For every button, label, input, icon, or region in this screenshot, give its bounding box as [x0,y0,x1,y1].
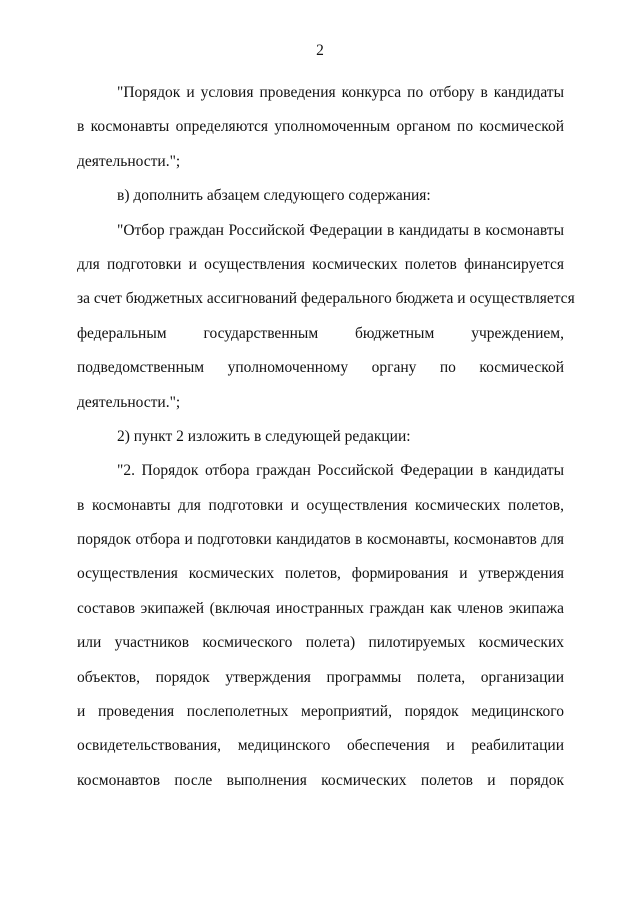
text-line: "Отбор граждан Российской Федерации в кандидаты в космонавты [117,221,564,239]
text-line: порядок отбора и подготовки кандидатов в космонавты, космонавтов для [77,531,564,549]
text-line: за счет бюджетных ассигнований федерального бюджета и осуществляется [77,290,575,308]
text-line: подведомственным уполномоченному органу по космической [77,359,564,377]
text-line: деятельности."; [77,152,181,170]
text-line: федеральным государственным бюджетным учреждением, [77,324,564,342]
text-line: для подготовки и осуществления космических полетов финансируется [77,255,564,273]
text-line: и проведения послеполетных мероприятий, порядок медицинского [77,703,564,721]
text-line: в) дополнить абзацем следующего содержания: [117,187,431,205]
text-line: "2. Порядок отбора граждан Российской Федерации в кандидаты [117,462,564,480]
document-body [77,76,575,798]
text-line: или участников космического полета) пилотируемых космических [77,634,564,652]
text-line: освидетельствования, медицинского обеспечения и реабилитации [77,737,564,755]
text-line: "Порядок и условия проведения конкурса по отбору в кандидаты [117,84,564,101]
page-number: 2 [316,42,324,59]
text-line: осуществления космических полетов, формирования и утверждения [77,565,564,583]
text-line: космонавтов после выполнения космических полетов и порядок [77,771,564,789]
text-line: в космонавты определяются уполномоченным органом по космической [77,118,564,136]
text-line: в космонавты для подготовки и осуществления космических полетов, [77,496,564,514]
text-line: составов экипажей (включая иностранных граждан как членов экипажа [77,599,564,617]
text-line: деятельности."; [77,393,181,411]
text-line: 2) пункт 2 изложить в следующей редакции: [117,427,411,445]
text-line: объектов, порядок утверждения программы полета, организации [77,668,564,686]
